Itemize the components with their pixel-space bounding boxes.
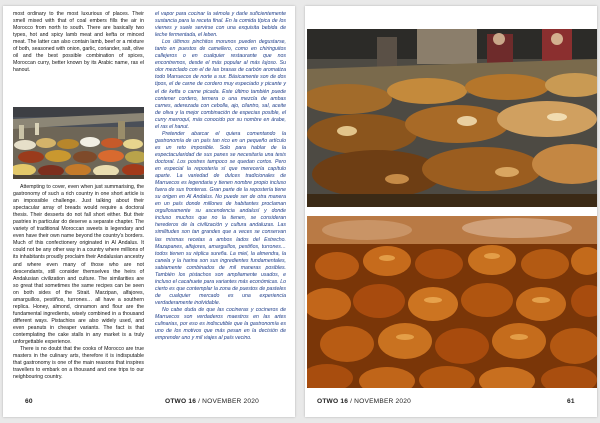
spanish-paragraph: Pretender abarcar el quiera comentando la gastronomía de un país tan rico en un pequeño artículo es un reto imposible. Solo para hablar de la espectacularidad de sus panes se necesitaría una tesis doctoral. Los postres tampoco se quedan cortos. Pero en especial la repostería sí que merecería capítulo aparte. La variedad de dulces tradicionales de Marruecos es legendaria y tienen nombre propio incluso fuera de sus fronteras. Gran parte de la repostería tiene su origen en Al Andalus. No puede ser de otra manera en un país donde millones de habitantes proclaman orgullosamente su ascendencia andalusí y donde incluso muchos que no la tienen, se consideran herederos de la civilización y cultura andaluzas. Las similitudes son tan grandes que a veces se conservan las mismas recetas a ambos lados del Estrecho. Mazapanes, alfajores, amarguillos, pestiños, turrones… todos tienen su réplica sureña. La miel, la almendra, la canela y la harina son sus ingredientes fundamentales, sabiamente combinados de mil maneras posibles. También los pistachos son ampliamente usados, e incluso el cacahuete para variantes más económicas. Lo cierto es que contemplar la zona de puestos de pasteles de cualquier mercado es una experiencia verdaderamente inolvidable. (155, 130, 286, 306)
spanish-paragraph: el vapor para cocinar la sémola y darle suficientemente sustancia para la receta final. En la comida típica de los viernes y suele servirse con una exquisita bebida de leche fermentada, el leben. (155, 11, 286, 39)
left-page (3, 6, 295, 417)
english-paragraph: most ordinary to the most luxurious of places. Their smell mixed with that of coal embers fills the air in Morocco from north to south. There are basically two types, hot and spicy lamb meat and kefta or minced meat. The latter can also contain lamb, beef or a mixture of both, seasoned with onion, garlic, coriander, salt, olive oil and the best possible combination of spices, Moroccan curry, better known by its Arabic name, ras el hanout. (13, 11, 144, 74)
spice-market-photo (13, 107, 144, 179)
english-paragraph: There is no doubt that the cooks of Morocco are true masters in the culinary arts, therefore it is indisputable that gastronomy is one of the main reasons that inspires travellers to embark on a thousand and one trips to our neighbouring country. (13, 346, 144, 381)
publication-name: OTWO 16 (165, 398, 197, 405)
english-column-bottom (13, 184, 144, 381)
english-column-top (13, 11, 144, 74)
page-number-left: 60 (25, 398, 33, 405)
spanish-column (155, 11, 286, 342)
english-paragraph: Attempting to cover, even when just summarising, the gastronomy of such a rich country in one short article is an impossible challenge. Just talking about their spectacular array of breads would require a doctoral thesis. Their desserts do not fall short either. But their pastries in particular do deserve a separate chapter. The variety of traditional Moroccan sweets is legendary and even have their own name beyond the country's borders. Much of this confectionery originated in Al Andalus. It could not be any other way in a country where millions of its inhabitants proudly proclaim their Andalusian ancestry and where even many of those who are not descendants, still consider themselves the heirs of Andalusian civilization and culture. The similarities are so great that sometimes the same recipes can be seen on both sides of the Strait. Marzipan, alfajores, amarguillos, pestiños, turrones… all have a southern replica. Honey, almond, cinnamon and flour are the fundamental ingredients, wisely combined in a thousand different ways. Pistachios are also widely used, and even peanuts in cheaper variants. The fact is that contemplating the cake stalls in any market is a truly unforgettable experience. (13, 184, 144, 346)
footer-publication-left (165, 398, 259, 405)
right-page (305, 6, 597, 417)
publication-name: OTWO 16 (317, 398, 349, 405)
spanish-paragraph: Los últimos pinchitos morunos pueden degustarse, tanto en puestos de camellero, como en chiringuitos callejeros o en cualquier restaurante que nos encontremos, desde el más popular al más lujoso. Su olor mezclado con el de las brasas de carbón aromatiza todo Marruecos de norte a sur. Básicamente son de dos tipos, el de carne de cordero muy especiado y picante y el de kefta o carne picada. Este último también puede contener cordero, ternera o una mezcla de ambas carnes, aderezada con cebolla, ajo, cilantro, sal, aceite de oliva y la mejor combinación de especias posible, el curry marroquí, más conocido por su nombre en árabe, el ras el hanut. (155, 39, 286, 130)
sweets-stall-photo (307, 29, 597, 207)
publication-date: / NOVEMBER 2020 (196, 398, 260, 405)
publication-date: / NOVEMBER 2020 (348, 398, 412, 405)
page-number-right: 61 (567, 398, 575, 405)
spanish-paragraph: No cabe duda de que las cocineras y cocineros de Marruecos son verdaderos maestros en las artes culinarias, por eso es indiscutible que la gastronomía es uno de los motivos que más pesan en la decisión de emprender uno y mil viajes al país vecino. (155, 306, 286, 342)
footer-publication-right (317, 398, 411, 405)
chebakia-pastries-photo (307, 216, 597, 388)
